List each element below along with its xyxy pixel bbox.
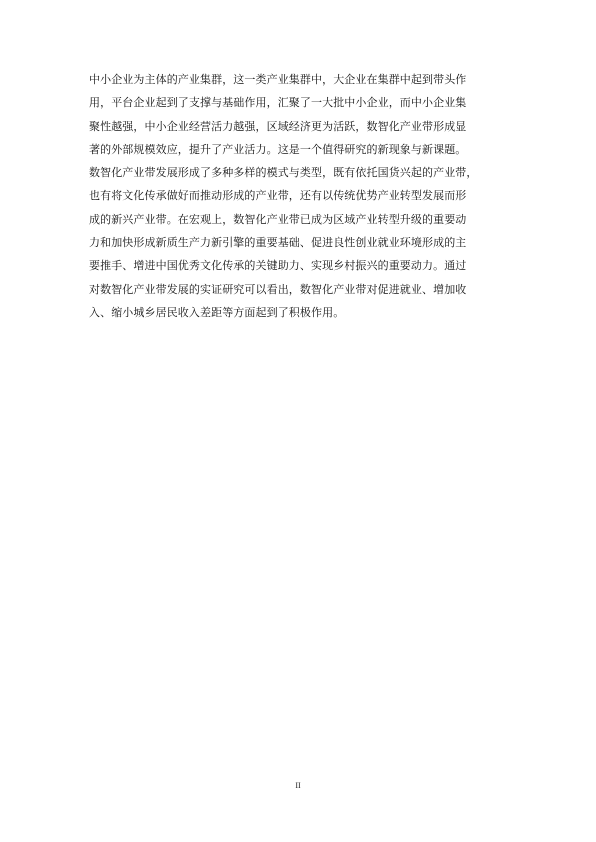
body-paragraph bbox=[89, 68, 509, 324]
paragraph-line-7: 成的新兴产业带。在宏观上，数智化产业带已成为区域产业转型升级的重要动 bbox=[89, 212, 467, 226]
paragraph-line-8: 力和加快形成新质生产力新引擎的重要基础、促进良性创业就业环境形成的主 bbox=[89, 236, 467, 250]
paragraph-line-2: 用，平台企业起到了支撑与基础作用，汇聚了一大批中小企业，而中小企业集 bbox=[89, 96, 467, 110]
page-number: II bbox=[295, 781, 301, 790]
paragraph-line-3: 聚性越强，中小企业经营活力越强，区域经济更为活跃，数智化产业带形成显 bbox=[89, 119, 467, 133]
paragraph-line-5: 数智化产业带发展形成了多种多样的模式与类型，既有依托国货兴起的产业带， bbox=[89, 166, 478, 180]
paragraph-line-1: 中小企业为主体的产业集群，这一类产业集群中，大企业在集群中起到带头作 bbox=[89, 73, 467, 86]
paragraph-line-9: 要推手、增进中国优秀文化传承的关键助力、实现乡村振兴的重要动力。通过 bbox=[89, 259, 467, 273]
paragraph-line-6: 也有将文化传承做好而推动形成的产业带，还有以传统优势产业转型发展而形 bbox=[89, 189, 467, 203]
paragraph-line-4: 著的外部规模效应，提升了产业活力。这是一个值得研究的新现象与新课题。 bbox=[89, 142, 467, 156]
paragraph-line-10: 对数智化产业带发展的实证研究可以看出，数智化产业带对促进就业、增加收 bbox=[89, 282, 467, 296]
paragraph-line-11: 入、缩小城乡居民收入差距等方面起到了积极作用。 bbox=[89, 305, 345, 319]
